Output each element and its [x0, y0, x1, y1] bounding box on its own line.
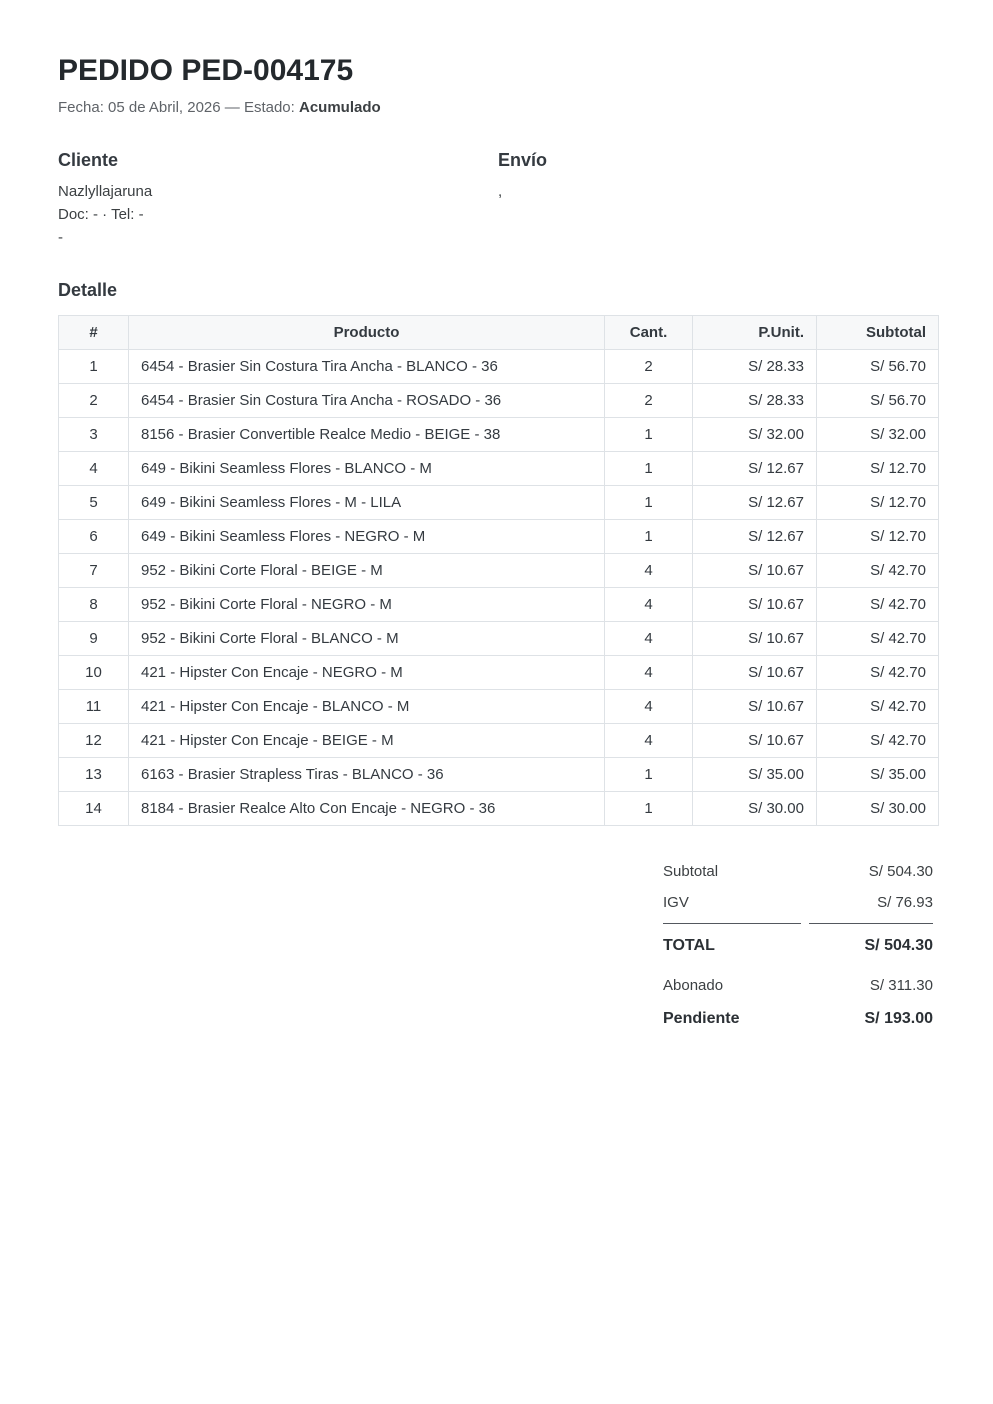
- table-cell: S/ 35.00: [817, 758, 939, 792]
- shipping-section: [498, 149, 933, 249]
- column-header: P.Unit.: [693, 316, 817, 350]
- detail-table: [58, 315, 939, 826]
- table-cell: 1: [605, 520, 693, 554]
- table-cell: 649 - Bikini Seamless Flores - M - LILA: [129, 486, 605, 520]
- column-header: Cant.: [605, 316, 693, 350]
- table-cell: S/ 12.70: [817, 486, 939, 520]
- table-cell: S/ 10.67: [693, 724, 817, 758]
- table-row: [59, 656, 939, 690]
- table-cell: 421 - Hipster Con Encaje - BLANCO - M: [129, 690, 605, 724]
- status-badge: Acumulado: [298, 99, 381, 116]
- client-name: Nazlyllajaruna: [58, 183, 153, 200]
- table-cell: 4: [605, 724, 693, 758]
- table-row: [59, 792, 939, 826]
- client-doc-tel: Doc: - · Tel: -: [58, 206, 144, 223]
- totals-subtotal-row: [663, 856, 933, 887]
- table-cell: S/ 30.00: [693, 792, 817, 826]
- table-cell: 1: [605, 486, 693, 520]
- table-cell: 9: [59, 622, 129, 656]
- paid-value: S/ 311.30: [869, 977, 933, 994]
- total-value: S/ 504.30: [864, 937, 933, 954]
- table-cell: S/ 32.00: [817, 418, 939, 452]
- table-cell: 649 - Bikini Seamless Flores - BLANCO - M: [129, 452, 605, 486]
- table-cell: S/ 28.33: [693, 350, 817, 384]
- table-cell: 4: [605, 554, 693, 588]
- table-row: [59, 554, 939, 588]
- table-cell: S/ 12.67: [693, 520, 817, 554]
- table-cell: S/ 12.70: [817, 452, 939, 486]
- table-cell: 1: [59, 350, 129, 384]
- client-extra: -: [58, 229, 63, 246]
- table-cell: S/ 42.70: [817, 690, 939, 724]
- table-row: [59, 622, 939, 656]
- table-cell: 5: [59, 486, 129, 520]
- table-cell: S/ 56.70: [817, 350, 939, 384]
- table-cell: S/ 28.33: [693, 384, 817, 418]
- detail-heading: Detalle: [58, 280, 118, 300]
- paid-label: Abonado: [663, 977, 724, 994]
- table-cell: 10: [59, 656, 129, 690]
- table-cell: 421 - Hipster Con Encaje - NEGRO - M: [129, 656, 605, 690]
- subtotal-label: Subtotal: [663, 863, 719, 880]
- totals-paid-row: [663, 970, 933, 1001]
- table-cell: 6454 - Brasier Sin Costura Tira Ancha - ROSADO - 36: [129, 384, 605, 418]
- table-cell: 4: [605, 622, 693, 656]
- pending-value: S/ 193.00: [864, 1010, 933, 1027]
- table-cell: 649 - Bikini Seamless Flores - NEGRO - M: [129, 520, 605, 554]
- table-cell: 952 - Bikini Corte Floral - NEGRO - M: [129, 588, 605, 622]
- subtotal-value: S/ 504.30: [868, 863, 933, 880]
- table-row: [59, 350, 939, 384]
- client-heading: Cliente: [58, 150, 119, 170]
- table-cell: S/ 56.70: [817, 384, 939, 418]
- totals-section: [663, 856, 933, 1035]
- totals-igv-row: [663, 887, 933, 918]
- table-cell: 12: [59, 724, 129, 758]
- table-cell: S/ 30.00: [817, 792, 939, 826]
- order-meta: [58, 98, 933, 118]
- table-cell: 1: [605, 792, 693, 826]
- table-cell: 2: [59, 384, 129, 418]
- table-cell: 4: [605, 656, 693, 690]
- table-cell: S/ 10.67: [693, 588, 817, 622]
- table-cell: 1: [605, 758, 693, 792]
- table-cell: S/ 42.70: [817, 622, 939, 656]
- table-cell: 8: [59, 588, 129, 622]
- table-row: [59, 384, 939, 418]
- table-row: [59, 690, 939, 724]
- table-cell: S/ 12.67: [693, 486, 817, 520]
- table-row: [59, 724, 939, 758]
- table-cell: 6454 - Brasier Sin Costura Tira Ancha - BLANCO - 36: [129, 350, 605, 384]
- table-cell: S/ 42.70: [817, 656, 939, 690]
- table-cell: 4: [59, 452, 129, 486]
- table-cell: 8156 - Brasier Convertible Realce Medio - BEIGE - 38: [129, 418, 605, 452]
- table-row: [59, 418, 939, 452]
- detail-table-body: [59, 350, 939, 826]
- table-cell: S/ 10.67: [693, 690, 817, 724]
- table-cell: 4: [605, 690, 693, 724]
- table-cell: S/ 10.67: [693, 554, 817, 588]
- table-row: [59, 588, 939, 622]
- table-cell: 6: [59, 520, 129, 554]
- igv-label: IGV: [663, 894, 689, 911]
- detail-table-header-row: [59, 316, 939, 350]
- igv-value: S/ 76.93: [877, 894, 933, 911]
- table-cell: S/ 10.67: [693, 622, 817, 656]
- table-cell: 14: [59, 792, 129, 826]
- table-cell: S/ 42.70: [817, 554, 939, 588]
- pending-label: Pendiente: [663, 1010, 740, 1027]
- table-row: [59, 486, 939, 520]
- table-cell: 2: [605, 350, 693, 384]
- table-cell: S/ 12.67: [693, 452, 817, 486]
- shipping-heading: Envío: [498, 150, 548, 170]
- table-cell: S/ 32.00: [693, 418, 817, 452]
- table-cell: 2: [605, 384, 693, 418]
- totals-divider-right-line: [809, 923, 933, 924]
- table-cell: S/ 42.70: [817, 588, 939, 622]
- table-cell: S/ 12.70: [817, 520, 939, 554]
- totals-divider: [663, 923, 933, 924]
- table-cell: 8184 - Brasier Realce Alto Con Encaje - NEGRO - 36: [129, 792, 605, 826]
- column-header: Producto: [129, 316, 605, 350]
- table-cell: S/ 35.00: [693, 758, 817, 792]
- table-cell: 3: [59, 418, 129, 452]
- client-section: [58, 149, 498, 249]
- table-row: [59, 452, 939, 486]
- table-cell: 952 - Bikini Corte Floral - BEIGE - M: [129, 554, 605, 588]
- table-cell: 4: [605, 588, 693, 622]
- table-cell: 11: [59, 690, 129, 724]
- table-cell: 952 - Bikini Corte Floral - BLANCO - M: [129, 622, 605, 656]
- table-cell: 421 - Hipster Con Encaje - BEIGE - M: [129, 724, 605, 758]
- totals-total-row: [663, 924, 933, 965]
- order-date-status-label: Fecha: 05 de Abril, 2026 — Estado:: [58, 99, 299, 116]
- totals-pending-row: [663, 1003, 933, 1035]
- table-cell: S/ 42.70: [817, 724, 939, 758]
- page-title: PEDIDO PED-004175: [58, 54, 354, 87]
- column-header: Subtotal: [817, 316, 939, 350]
- table-row: [59, 758, 939, 792]
- totals-divider-left-line: [663, 923, 801, 924]
- column-header: #: [59, 316, 129, 350]
- table-cell: 13: [59, 758, 129, 792]
- table-cell: 6163 - Brasier Strapless Tiras - BLANCO - 36: [129, 758, 605, 792]
- client-shipping-section: [58, 149, 933, 249]
- table-cell: 1: [605, 418, 693, 452]
- table-cell: 7: [59, 554, 129, 588]
- table-row: [59, 520, 939, 554]
- total-label: TOTAL: [663, 937, 715, 954]
- table-cell: S/ 10.67: [693, 656, 817, 690]
- detail-section: [58, 279, 933, 301]
- shipping-address: ,: [498, 183, 503, 200]
- table-cell: 1: [605, 452, 693, 486]
- detail-table-head: [59, 316, 939, 350]
